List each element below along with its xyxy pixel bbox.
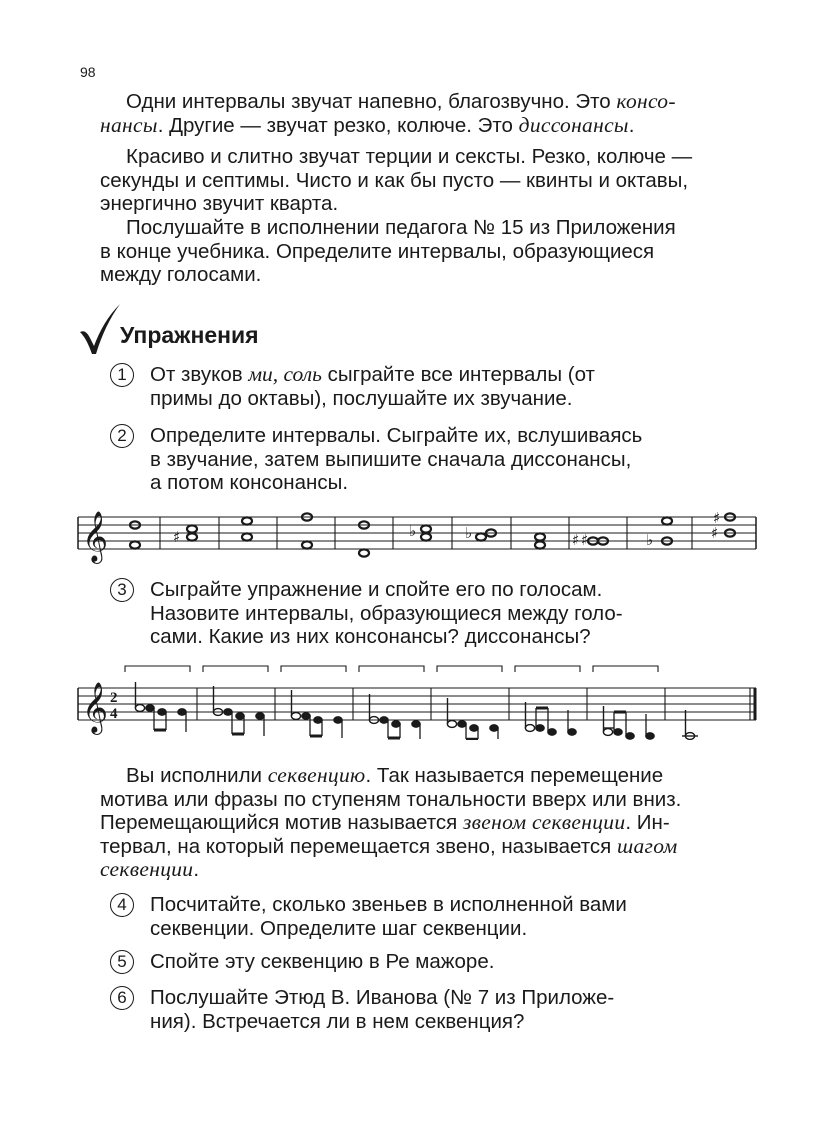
exercise-number: 4 [110,893,134,917]
music-staff-intervals [72,505,762,565]
exercise-number: 6 [110,986,134,1010]
svg-text:♯: ♯ [572,531,580,549]
sequence-paragraph: Вы исполнили секвенцию. Так называется перемещение мотива или фразы по ступеням тональности вверх или вниз. Перемещающийся мотив называется звеном секвенции. Ин- тервал, на который перемещается звено, называется шагом секвенции. [100,763,682,881]
intro-paragraph-3: Послушайте в исполнении педагога № 15 из Приложения в конце учебника. Определите интервалы, образующиеся между голосами. [100,216,676,286]
exercise-5: 5 Спойте эту секвенцию в Ре мажоре. [110,950,710,974]
svg-text:♯: ♯ [173,528,181,546]
exercise-number: 3 [110,578,134,602]
checkmark-icon [78,302,122,356]
svg-text:♯: ♯ [713,509,721,527]
treble-clef-icon: 𝄞 [82,511,109,562]
svg-text:2: 2 [110,690,118,706]
exercise-number: 5 [110,950,134,974]
svg-text:♯: ♯ [581,531,589,549]
exercise-1: 1 От звуков ми, соль сыграйте все интервалы (от примы до октавы), послушайте их звучание. [110,363,710,410]
exercise-2: 2 Определите интервалы. Сыграйте их, вслушиваясь в звучание, затем выпишите сначала диссонансы, а потом консонансы. [110,424,710,495]
exercise-number: 2 [110,424,134,448]
svg-text:♭: ♭ [409,522,417,540]
svg-text:4: 4 [110,706,118,722]
music-staff-sequence [72,660,762,740]
exercise-number: 1 [110,363,134,387]
exercise-6: 6 Послушайте Этюд В. Иванова (№ 7 из Приложе- ния). Встречается ли в нем секвенция? [110,986,710,1033]
exercise-3: 3 Сыграйте упражнение и спойте его по голосам. Назовите интервалы, образующиеся между голо- сами. Какие из них консонансы? диссонансы? [110,578,710,649]
svg-text:♭: ♭ [465,524,473,542]
section-heading-text: Упражнения [120,322,259,348]
svg-text:♯: ♯ [711,524,719,542]
page-number: 98 [80,64,96,80]
svg-text:♭: ♭ [646,531,654,549]
treble-clef-icon: 𝄞 [82,682,109,733]
time-signature [110,690,118,722]
exercise-4: 4 Посчитайте, сколько звеньев в исполненной вами секвенции. Определите шаг секвенции. [110,893,710,940]
intro-paragraph-1: Одни интервалы звучат напевно, благозвучно. Это консо- нансы. Другие — звучат резко, колюче. Это диссонансы. [100,89,676,137]
intro-paragraph-2: Красиво и слитно звучат терции и сексты. Резко, колюче — секунды и септимы. Чисто и как бы пусто — квинты и октавы, энергично звучит кварта. [100,145,693,215]
